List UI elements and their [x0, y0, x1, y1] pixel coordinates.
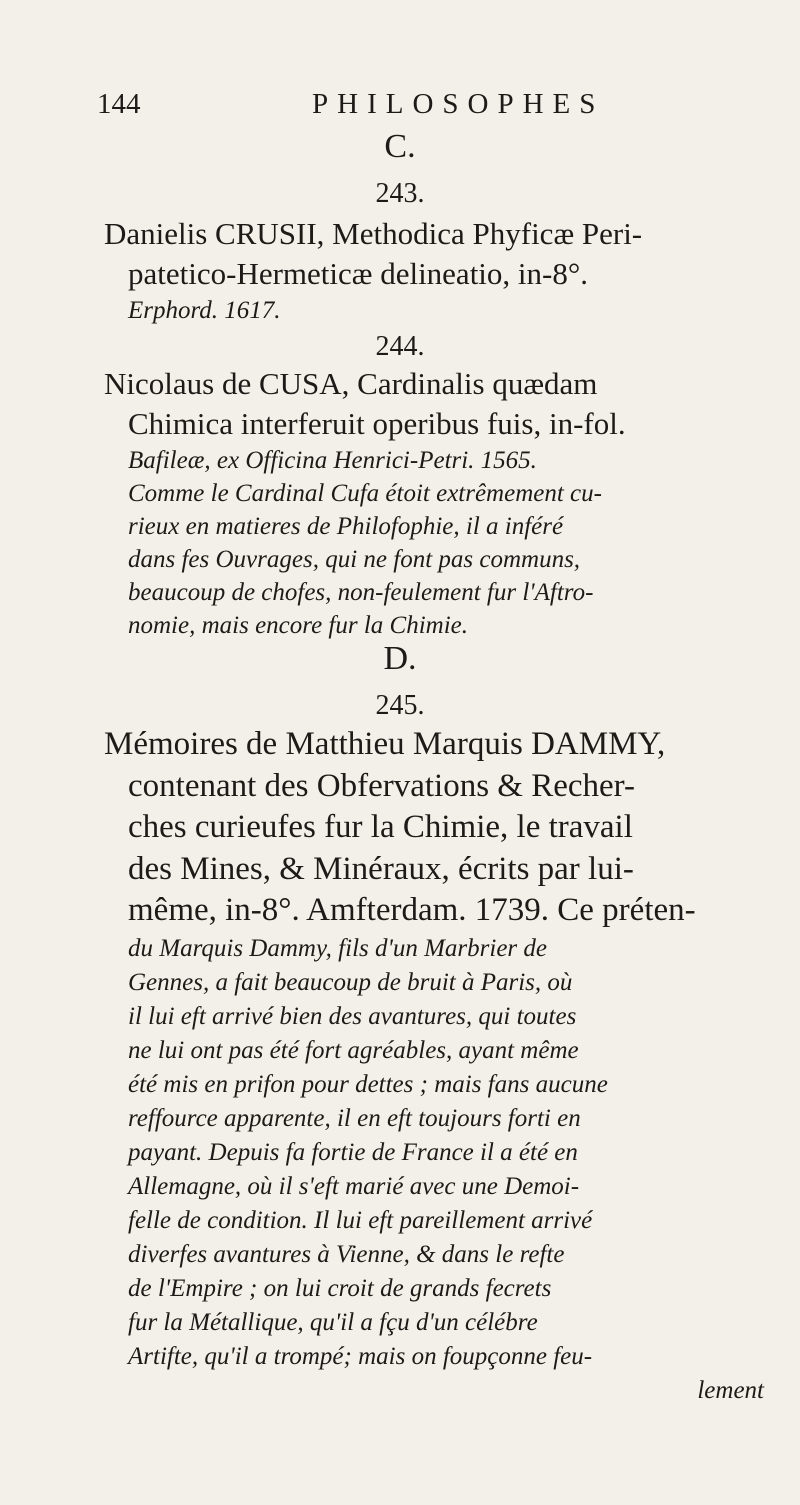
entry-243-text	[104, 214, 764, 327]
section-letter-d: D.	[383, 640, 417, 677]
page-number: 144	[97, 88, 141, 120]
section-letter-c: C.	[384, 128, 416, 165]
entry-text-line: été mis en prifon pour dettes ; mais fans aucune	[128, 1070, 608, 1098]
entry-text-line: il lui eft arrivé bien des avantures, qui toutes	[128, 1002, 577, 1030]
entry-text-line: diverfes avantures à Vienne, & dans le refte	[128, 1240, 565, 1268]
entry-text-line: lement	[697, 1376, 764, 1404]
entry-text-line: fur la Métallique, qu'il a fçu d'un célébre	[128, 1308, 538, 1336]
entry-text-line: même, in-8°. Amfterdam. 1739. Ce préten-	[128, 892, 696, 928]
entry-text-line: Mémoires de Matthieu Marquis DAMMY,	[104, 726, 666, 762]
entry-text-line: Bafileæ, ex Officina Henrici-Petri. 1565.	[128, 447, 537, 474]
entry-text-line: Nicolaus de CUSA, Cardinalis quædam	[104, 366, 598, 401]
entry-number-245: 245.	[375, 690, 425, 721]
entry-text-line: Danielis CRUSII, Methodica Phyficæ Peri-	[104, 216, 643, 251]
entry-number-243: 243.	[375, 178, 425, 209]
entry-text-line: patetico-Hermeticæ delineatio, in-8°.	[128, 256, 589, 291]
running-title: PHILOSOPHES	[312, 88, 605, 120]
entry-text-line: Erphord. 1617.	[128, 297, 281, 324]
entry-text-line: Allemagne, où il s'eft marié avec une Demoi-	[128, 1172, 580, 1200]
entry-text-line: contenant des Obfervations & Recher-	[128, 767, 635, 804]
entry-text-line: Chimica interferuit operibus fuis, in-fol.	[128, 406, 626, 441]
entry-text-line: de l'Empire ; on lui croit de grands fecrets	[128, 1274, 552, 1302]
entry-text-line: dans fes Ouvrages, qui ne font pas communs,	[128, 546, 581, 573]
entry-text-line: ne lui ont pas été fort agréables, ayant même	[128, 1036, 579, 1064]
entry-text-line: payant. Depuis fa fortie de France il a été en	[128, 1138, 578, 1166]
entry-text-line: du Marquis Dammy, fils d'un Marbrier de	[128, 934, 547, 962]
entry-245-text	[104, 724, 764, 1408]
entry-text-line: Gennes, a fait beaucoup de bruit à Paris, où	[128, 968, 573, 996]
entry-text-line: ches curieufes fur la Chimie, le travail	[128, 809, 633, 845]
entry-text-line: beaucoup de chofes, non-feulement fur l'Aftro-	[128, 579, 594, 606]
entry-text-line: Comme le Cardinal Cufa étoit extrêmement cu-	[128, 480, 602, 507]
entry-text-line: reffource apparente, il en eft toujours forti en	[128, 1104, 581, 1132]
entry-text-line: des Mines, & Minéraux, écrits par lui-	[128, 850, 634, 887]
entry-text-line: nomie, mais encore fur la Chimie.	[128, 612, 469, 639]
entry-number-244: 244.	[375, 331, 425, 362]
entry-text-line: felle de condition. Il lui eft pareillement arrivé	[128, 1206, 593, 1234]
page-header	[0, 88, 800, 128]
entry-244-text	[104, 364, 764, 642]
entry-text-line: rieux en matieres de Philofophie, il a inféré	[128, 513, 564, 540]
entry-text-line: Artifte, qu'il a trompé; mais on foupçonne feu-	[128, 1342, 593, 1370]
